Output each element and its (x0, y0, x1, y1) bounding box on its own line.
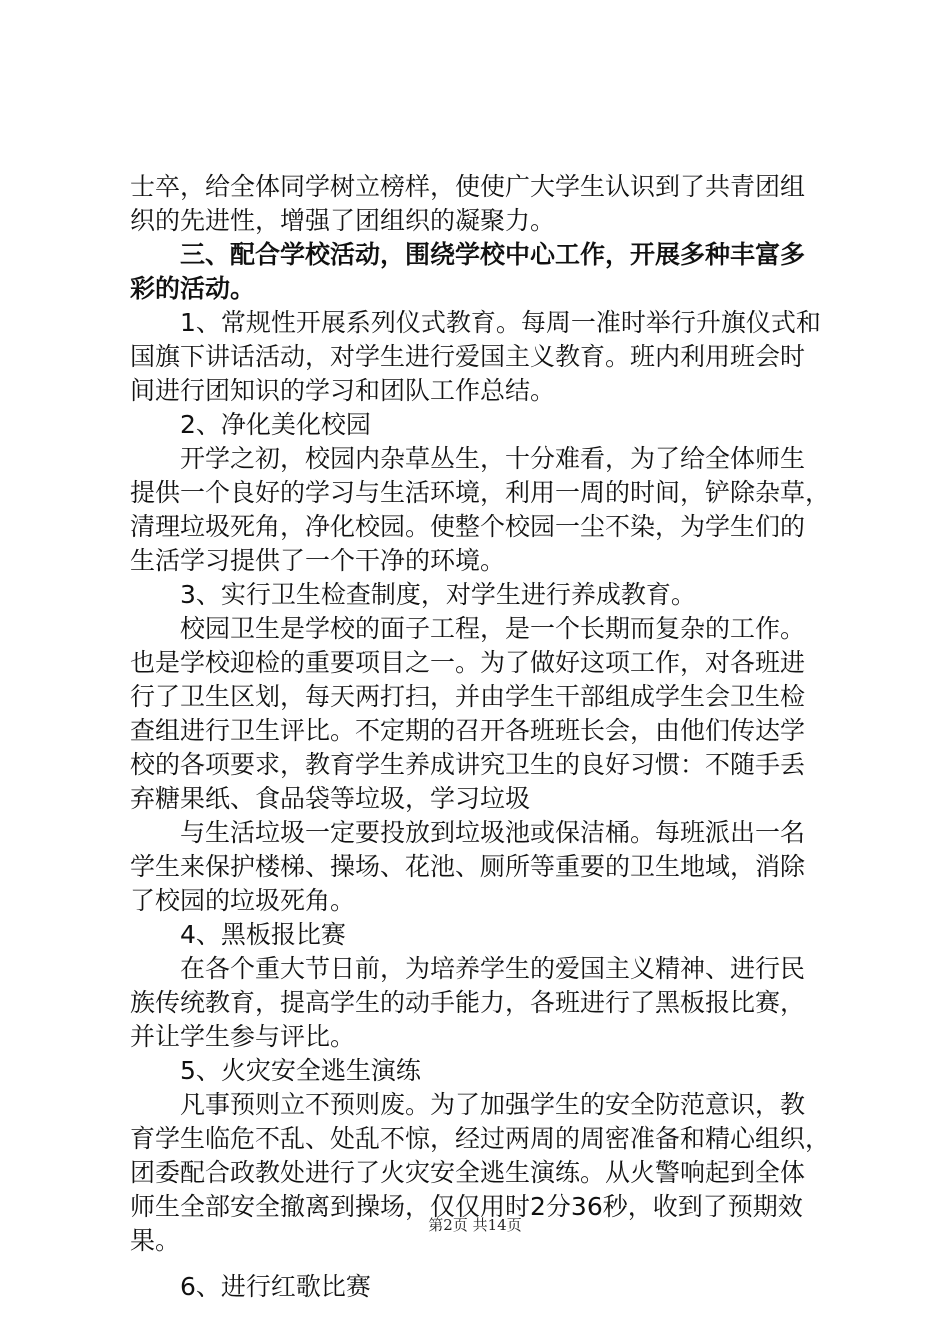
text-line: 1、常规性开展系列仪式教育。每周一准时举行升旗仪式和 (180, 308, 821, 337)
text-line: 并让学生参与评比。 (130, 1022, 356, 1051)
text-line: 族传统教育，提高学生的动手能力，各班进行了黑板报比赛， (130, 988, 806, 1017)
text-line: 查组进行卫生评比。不定期的召开各班班长会，由他们传达学 (130, 716, 806, 745)
text-line: 育学生临危不乱、处乱不惊，经过两周的周密准备和精心组织， (130, 1124, 831, 1153)
text-line: 间进行团知识的学习和团队工作总结。 (130, 376, 556, 405)
text-line: 士卒，给全体同学树立榜样，使使广大学生认识到了共青团组 (130, 172, 806, 201)
text-line: 提供一个良好的学习与生活环境，利用一周的时间，铲除杂草， (130, 478, 831, 507)
text-line: 学生来保护楼梯、操场、花池、厕所等重要的卫生地域，消除 (130, 852, 806, 881)
text-line: 5、火灾安全逃生演练 (180, 1056, 421, 1085)
section-heading-line: 彩的活动。 (130, 274, 256, 303)
text-line: 团委配合政教处进行了火灾安全逃生演练。从火警响起到全体 (130, 1158, 806, 1187)
text-line: 弃糖果纸、食品袋等垃圾，学习垃圾 (130, 784, 531, 813)
document-body (130, 170, 830, 1304)
paragraph-gap (130, 1258, 830, 1270)
text-line: 织的先进性，增强了团组织的凝聚力。 (130, 206, 556, 235)
section-heading-line: 三、配合学校活动，围绕学校中心工作，开展多种丰富多 (180, 240, 806, 269)
text-line: 校的各项要求，教育学生养成讲究卫生的良好习惯：不随手丢 (130, 750, 806, 779)
text-line: 行了卫生区划，每天两打扫，并由学生干部组成学生会卫生检 (130, 682, 806, 711)
text-line: 6、进行红歌比赛 (180, 1272, 371, 1301)
text-line: 校园卫生是学校的面子工程，是一个长期而复杂的工作。 (180, 614, 806, 643)
text-line: 与生活垃圾一定要投放到垃圾池或保洁桶。每班派出一名 (180, 818, 806, 847)
text-line: 了校园的垃圾死角。 (130, 886, 356, 915)
text-line: 4、黑板报比赛 (180, 920, 346, 949)
text-line: 3、实行卫生检查制度，对学生进行养成教育。 (180, 580, 696, 609)
text-line: 开学之初，校园内杂草丛生，十分难看，为了给全体师生 (180, 444, 806, 473)
text-line: 国旗下讲话活动，对学生进行爱国主义教育。班内利用班会时 (130, 342, 806, 371)
text-line: 生活学习提供了一个干净的环境。 (130, 546, 506, 575)
text-line: 师生全部安全撤离到操场，仅仅用时2分36秒，收到了预期效 (130, 1192, 803, 1221)
text-line: 果。 (130, 1226, 181, 1255)
text-line: 凡事预则立不预则废。为了加强学生的安全防范意识，教 (180, 1090, 806, 1119)
text-line: 在各个重大节日前，为培养学生的爱国主义精神、进行民 (180, 954, 806, 983)
page-footer: 第2页 共14页 (428, 1216, 522, 1234)
text-line: 清理垃圾死角，净化校园。使整个校园一尘不染，为学生们的 (130, 512, 806, 541)
text-line: 2、净化美化校园 (180, 410, 371, 439)
text-line: 也是学校迎检的重要项目之一。为了做好这项工作，对各班进 (130, 648, 806, 677)
